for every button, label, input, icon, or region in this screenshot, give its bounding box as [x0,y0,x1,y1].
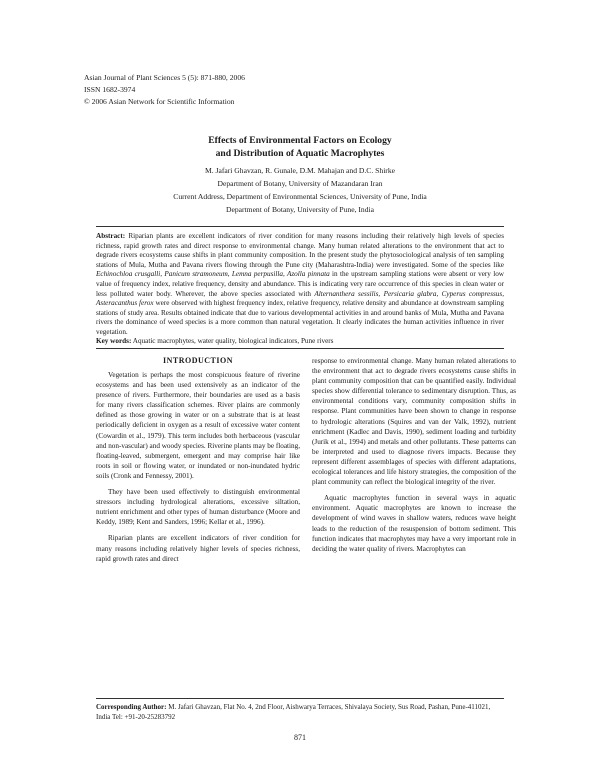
abstract [96,232,504,338]
affiliation-1: Department of Botany, University of Mazandaran Iran [217,179,383,188]
author-block [80,164,520,216]
intro-paragraph-2: They have been used effectively to distinguish environmental stressors including hydrological alterations, excessive siltation, nutrient enrichment and other types of human disturbance (Moore and Keddy, 1989; Kent and Sanders, 1996; Kellar et al., 1996). [96,488,300,527]
issn: ISSN 1682-3974 [84,85,136,94]
title-line-2: and Distribution of Aquatic Macrophytes [215,148,385,159]
page-number: 871 [294,733,306,742]
corresponding-author-label: Corresponding Author: [96,703,167,711]
abstract-species-1: Echinochloa crusgalli, Panicum stramoneum, Lemna perpusilla, Azolla pinnata [96,270,330,279]
affiliation-3: Department of Botany, University of Pune, India [226,205,374,214]
abstract-label: Abstract: [96,232,126,240]
intro-paragraph-1: Vegetation is perhaps the most conspicuous feature of riverine ecosystems and has been used extensively as an indicator of the presence of rivers. Furthermore, their boundaries are used as a basis for many rivers classification schemes. River plains are commonly defined as those growing in water or on a substrate that is at least periodically deficient in oxygen as a result of excessive water content (Cowardin et al., 1979). This term includes both herbaceous (vascular and non-vascular) and woody species. Riverine plants may be floating, floating-leaved, submergent, emergent and may comprise hair like roots in soil or flowing water, or inundated or non-inundated hydric soils (Cronk and Fennessy, 2001). [96,371,300,480]
journal-citation: Asian Journal of Plant Sciences 5 (5): 871-880, 2006 [84,73,245,82]
keywords-bottom-rule [96,348,504,349]
keywords [96,336,504,346]
keywords-text: Aquatic macrophytes, water quality, biological indicators, Pune rivers [132,337,334,345]
abstract-top-rule [96,226,504,227]
title-line-1: Effects of Environmental Factors on Ecology [208,135,392,146]
corresponding-author-text: M. Jafari Ghavzan, Flat No. 4, 2nd Floor, Aishwarya Terraces, Shivalaya Society, Sus Road, Pashan, Pune-411021, India Tel: +91-20-25283792 [96,703,491,721]
introduction-heading: INTRODUCTION [162,356,233,365]
intro-paragraph-4: response to environmental change. Many human related alterations to the environment that act to degrade rivers ecosystems cause shifts in plant community composition that can be quantified easily. Individual species show differential tolerance to sedimentary disruption. Thus, as environmental conditions vary, community composition shifts in response. Plant communities have been shown to change in response to hydrologic alterations (Squires and van der Valk, 1992), nutrient enrichment (Kadlec and Davis, 1990), sediment loading and turbidity (Jurik et al., 1994) and metals and other pollutants. These patterns can be interpreted and used to diagnose rivers impacts. Because they represent different assemblages of species with different adaptations, ecological tolerances and life history strategies, the composition of the plant community can reflect the biological integrity of the river. [312,357,516,487]
affiliation-2: Current Address, Department of Environmental Sciences, University of Pune, India [173,192,427,201]
right-column [312,356,516,554]
corresponding-author [96,702,504,722]
intro-paragraph-5: Aquatic macrophytes function in several ways in aquatic environment. Aquatic macrophytes are known to increase the development of wind waves in shallow waters, reduces wave height leads to the reduction of the resuspension of bottom sediment. This function indicates that macrophytes may have a very important role in deciding the water quality of rivers. Macrophytes can [312,494,516,553]
keywords-label: Key words: [96,337,132,345]
abstract-text-3: were observed with highest frequency index, relative frequency, relative density and abundance at downstream sampling stations of study area. Results obtained indicate that due to various developmental activities in and around banks of Mula, Mutha and Pavana rivers the dominance of weed species is a more common than natural vegetation. It clearly indicates the human activities influence in river vegetation. [96,299,504,336]
footer-rule [96,698,504,699]
intro-paragraph-3: Riparian plants are excellent indicators of river condition for many reasons including relatively higher levels of species richness, rapid growth rates and direct [96,534,300,563]
abstract-species-2: Alternanthera sessilis, Persicaria glabra, Cyperus compressus, Asteracanthus ferox [96,289,504,308]
copyright: © 2006 Asian Network for Scientific Information [84,97,235,106]
left-column [96,370,300,564]
abstract-text-1: Riparian plants are excellent indicators of river condition for many reasons including their relatively high levels of species richness, rapid growth rates and direct response to environmental change. Many human related alterations to the environment that act to degrade rivers ecosystems cause shifts in plant community composition. In the present study the phytosociological analysis of ten sampling stations of Mula, Mutha and Pavana rivers flowing through the Pune city (Maharashtra-India) were investigated. Some of the species like [96,232,504,269]
paper-title [80,134,520,160]
abstract-text-2: in the upstream sampling stations were absent or very low value of frequency index, relative frequency, density and abundance. This is indicating very rare occurrence of this species in clean water or less polluted water body. Wherever, the above species associated with [96,270,504,298]
author-names: M. Jafari Ghavzan, R. Gunale, D.M. Mahajan and D.C. Shirke [204,166,395,175]
journal-header [84,72,245,108]
